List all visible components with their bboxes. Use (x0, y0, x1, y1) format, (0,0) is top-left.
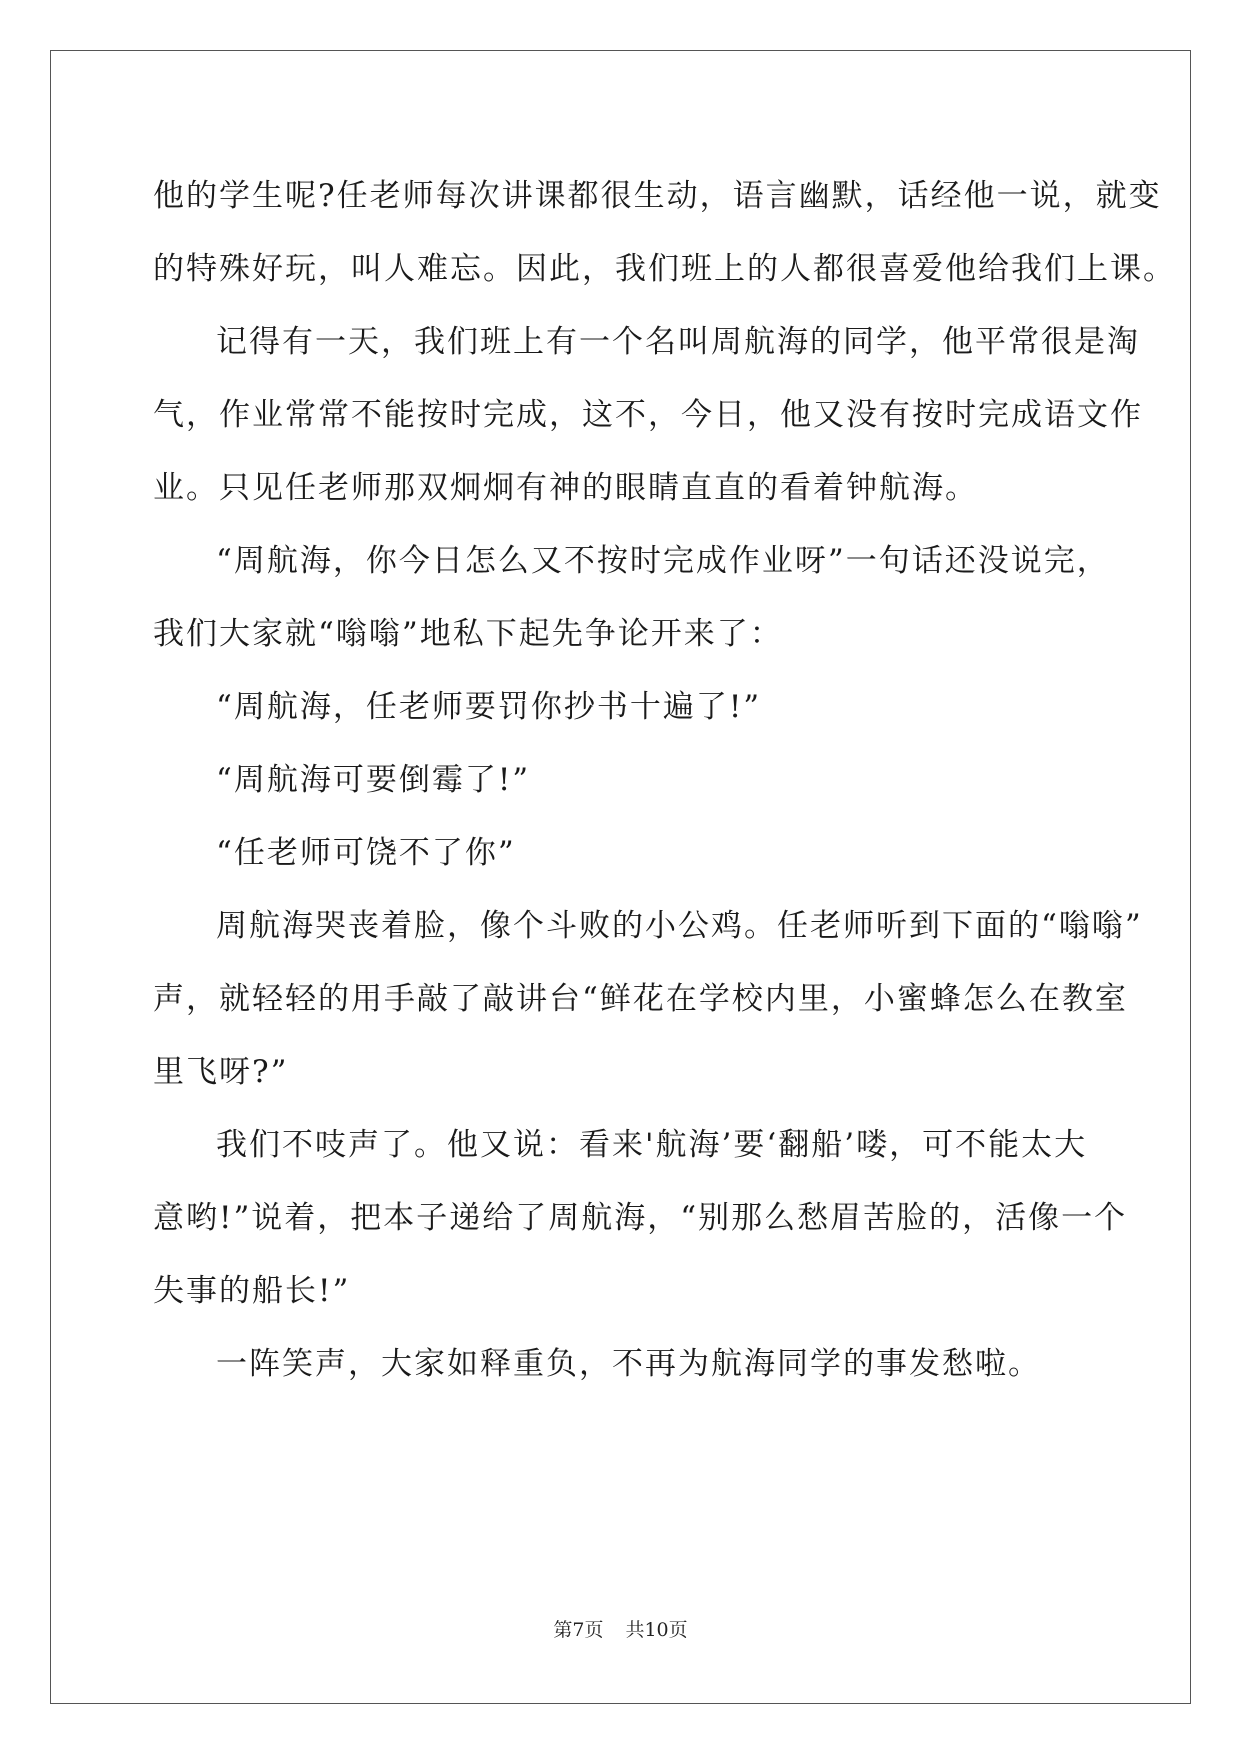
text-line-11: 周航海哭丧着脸，像个斗败的小公鸡。任老师听到下面的“嗡嗡” (216, 908, 1143, 944)
text-line-14: 我们不吱声了。他又说：看来'航海’要‘翻船’喽，可不能太大 (216, 1127, 1088, 1163)
text-line-3: 记得有一天，我们班上有一个名叫周航海的同学，他平常很是淘 (216, 324, 1140, 360)
text-line-13: 里飞呀?” (153, 1054, 289, 1090)
page-number: 第7页 (553, 1619, 604, 1641)
text-line-7: 我们大家就“嗡嗡”地私下起先争论开来了： (153, 616, 783, 652)
text-line-1: 他的学生呢?任老师每次讲课都很生动，语言幽默，话经他一说，就变 (153, 178, 1162, 214)
text-line-9: “周航海可要倒霉了!” (216, 762, 531, 798)
page-total: 共10页 (625, 1619, 688, 1641)
text-line-15: 意哟!”说着，把本子递给了周航海，“别那么愁眉苦脸的，活像一个 (153, 1200, 1128, 1236)
document-body (153, 160, 1176, 1401)
text-line-16: 失事的船长!” (153, 1273, 351, 1309)
text-line-12: 声，就轻轻的用手敲了敲讲台“鲜花在学校内里，小蜜蜂怎么在教室 (153, 981, 1128, 1017)
text-line-2: 的特殊好玩，叫人难忘。因此，我们班上的人都很喜爱他给我们上课。 (153, 251, 1176, 287)
text-line-6: “周航海，你今日怎么又不按时完成作业呀”一句话还没说完， (216, 543, 1110, 579)
page-footer (0, 1615, 1241, 1642)
text-line-8: “周航海，任老师要罚你抄书十遍了!” (216, 689, 762, 725)
text-line-10: “任老师可饶不了你” (216, 835, 516, 871)
text-line-4: 气，作业常常不能按时完成，这不，今日，他又没有按时完成语文作 (153, 397, 1143, 433)
text-line-5: 业。只见任老师那双炯炯有神的眼睛直直的看着钟航海。 (153, 470, 978, 506)
text-line-17: 一阵笑声，大家如释重负，不再为航海同学的事发愁啦。 (216, 1346, 1041, 1382)
